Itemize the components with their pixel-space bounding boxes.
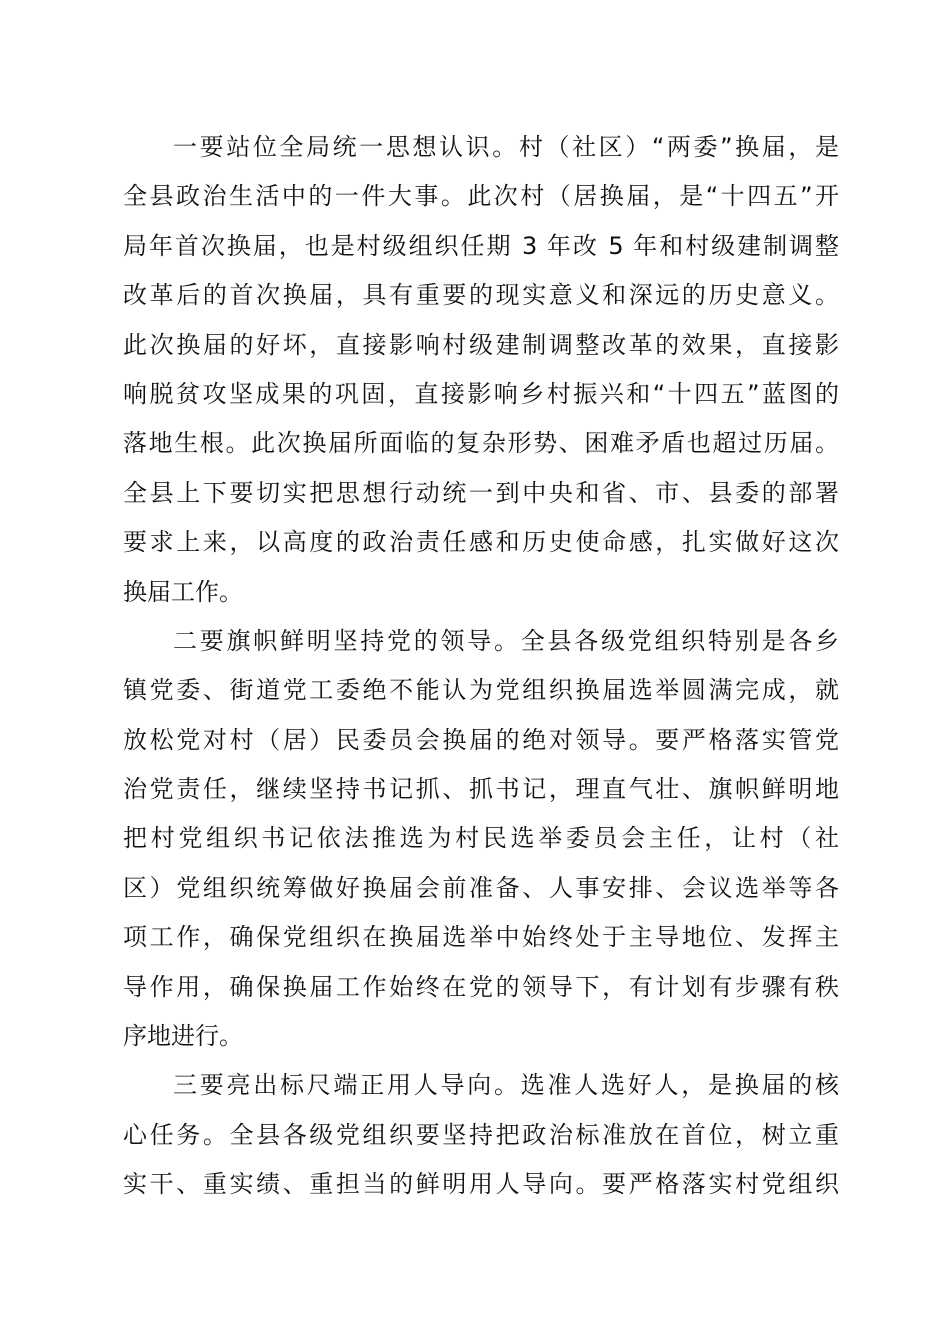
paragraph-1 bbox=[123, 123, 839, 617]
text-line: 局年首次换届，也是村级组织任期 3 年改 5 年和村级建制调整 bbox=[123, 231, 839, 260]
text-line: 项工作，确保党组织在换届选举中始终处于主导地位、发挥主 bbox=[123, 923, 839, 952]
paragraph-2 bbox=[123, 617, 839, 1062]
text-line: 换届工作。 bbox=[123, 577, 243, 606]
text-line: 全县上下要切实把思想行动统一到中央和省、市、县委的部署 bbox=[123, 478, 839, 507]
text-line: 二要旗帜鲜明坚持党的领导。全县各级党组织特别是各乡 bbox=[173, 626, 839, 655]
text-line: 把村党组织书记依法推选为村民选举委员会主任，让村（社 bbox=[123, 824, 839, 853]
text-line: 镇党委、街道党工委绝不能认为党组织换届选举圆满完成，就 bbox=[123, 676, 839, 705]
paragraph-3 bbox=[123, 1061, 839, 1209]
text-line: 心任务。全县各级党组织要坚持把政治标准放在首位，树立重 bbox=[123, 1120, 839, 1149]
text-line: 要求上来，以高度的政治责任感和历史使命感，扎实做好这次 bbox=[123, 528, 839, 557]
text-line: 全县政治生活中的一件大事。此次村（居换届，是“十四五”开 bbox=[123, 182, 839, 211]
text-line: 序地进行。 bbox=[123, 1022, 243, 1051]
text-line: 实干、重实绩、重担当的鲜明用人导向。要严格落实村党组织 bbox=[123, 1170, 839, 1199]
text-line: 落地生根。此次换届所面临的复杂形势、困难矛盾也超过历届。 bbox=[123, 429, 839, 458]
text-line: 放松党对村（居）民委员会换届的绝对领导。要严格落实管党 bbox=[123, 725, 839, 754]
text-line: 响脱贫攻坚成果的巩固，直接影响乡村振兴和“十四五”蓝图的 bbox=[123, 379, 839, 408]
text-line: 治党责任，继续坚持书记抓、抓书记，理直气壮、旗帜鲜明地 bbox=[123, 775, 839, 804]
text-line: 一要站位全局统一思想认识。村（社区）“两委”换届，是 bbox=[173, 133, 839, 161]
text-line: 此次换届的好坏，直接影响村级建制调整改革的效果，直接影 bbox=[123, 330, 839, 359]
text-line: 改革后的首次换届，具有重要的现实意义和深远的历史意义。 bbox=[123, 281, 839, 310]
text-line: 区）党组织统筹做好换届会前准备、人事安排、会议选举等各 bbox=[123, 873, 839, 902]
document-body bbox=[123, 123, 839, 1210]
text-line: 三要亮出标尺端正用人导向。选准人选好人，是换届的核 bbox=[173, 1071, 839, 1100]
text-line: 导作用，确保换届工作始终在党的领导下，有计划有步骤有秩 bbox=[123, 972, 839, 1001]
